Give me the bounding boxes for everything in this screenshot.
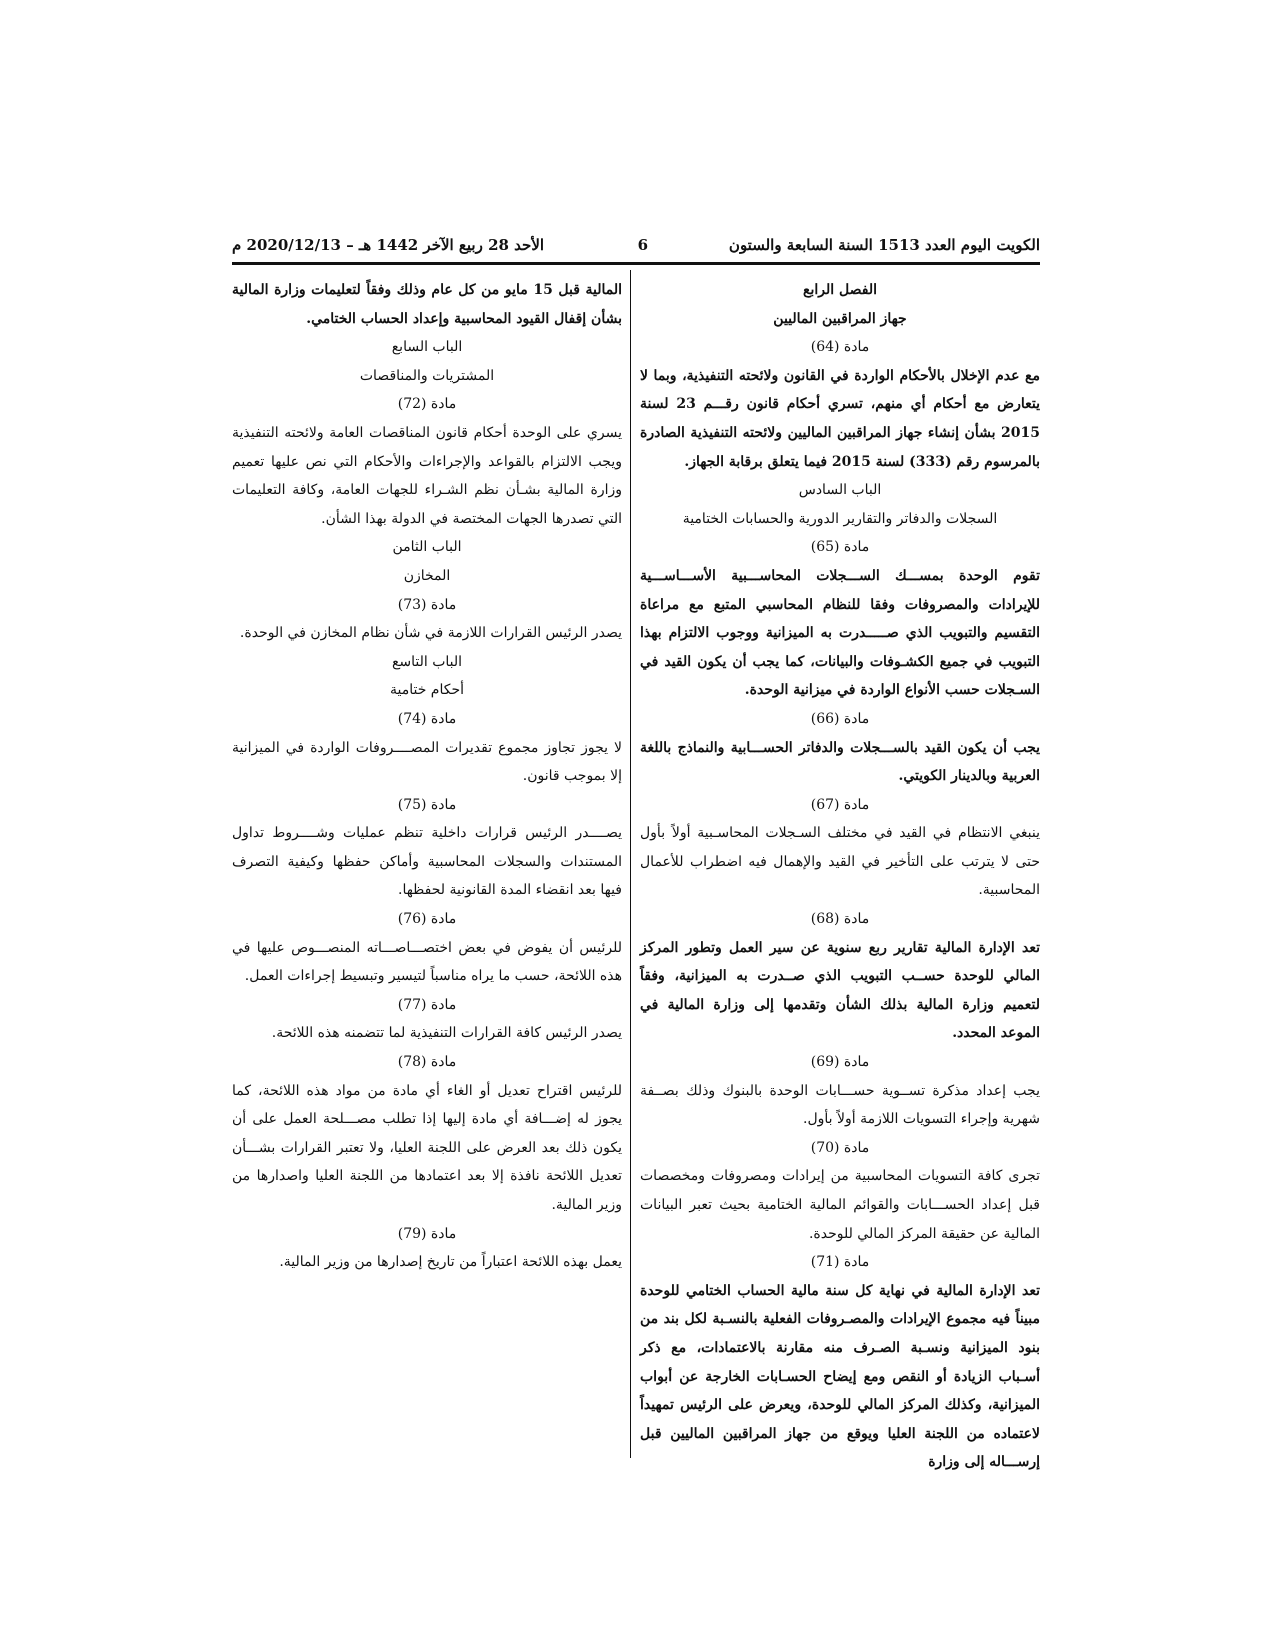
article-heading: مادة (76) [397,911,457,928]
article-heading: مادة (66) [810,710,870,727]
article-text: تعد الإدارة المالية في نهاية كل سنة مالية الحساب الختامي للوحدة مبيناً فيه مجموع الإيرادات والمصـروفات الفعلية بالنسـبة لكل بند من بنود الميزانية ونسـبة الصـرف منه مقارنة بالاعتمادات، مع ذكر أسـباب الزيادة أو النقص ومع إيضاح الحسـابات الخارجة عن أبواب الميزانية، وكذلك المركز المالي للوحدة، ويعرض على الرئيس تمهيداً لاعتماده من اللجنة العليا ويوقع من جهاز المراقبين الماليين قبل إرســـاله إلى وزارة [640,1282,1040,1471]
article-text: تعد الإدارة المالية تقارير ربع سنوية عن سير العمل وتطور المركز المالي للوحدة حســب التبويب الذي صــدرت به الميزانية، وفقاً لتعميم وزارة المالية بذلك الشأن وتقدمها إلى وزارة المالية في الموعد المحدد. [640,939,1040,1042]
column-divider [630,270,631,1458]
left-column [232,276,622,1277]
article-heading: مادة (77) [397,996,457,1013]
header-rule [232,262,1040,265]
article-text: تقوم الوحدة بمســـك الســـجلات المحاســـبية الأســـاســـية للإيرادات والمصروفات وفقا للنظام المحاسبي المتبع مع مراعاة التقسيم والتبويب الذي صـــــدرت به الميزانية ووجوب الالتزام بهذا التبويب في جميع الكشـوفات والبيانات، كما يجب أن يكون القيد في السـجلات حسب الأنواع الواردة في ميزانية الوحدة. [640,567,1040,699]
right-column [640,276,1040,1477]
article-text: لا يجوز تجاوز مجموع تقديرات المصــــروفات الواردة في الميزانية إلا بموجب قانون. [232,739,622,785]
section-title: السجلات والدفاتر والتقارير الدورية والحسابات الختامية [682,510,998,527]
issue-date: الأحد 28 ربيع الآخر 1442 هـ – 2020/12/13 م [232,236,545,254]
section-heading: الباب السادس [798,482,882,499]
article-text: للرئيس اقتراح تعديل أو الغاء أي مادة من مواد هذه اللائحة، كما يجوز له إضـــافة أي مادة إليها إذا تطلب مصـــلحة العمل على أن يكون ذلك بعد العرض على اللجنة العليا، ولا تعتبر القرارات بشـــأن تعديل اللائحة نافذة إلا بعد اعتمادها من اللجنة العليا واصدارها من وزير المالية. [232,1082,622,1213]
article-heading: مادة (64) [810,339,870,356]
section-heading: الباب التاسع [391,653,463,670]
article-text-continued: المالية قبل 15 مايو من كل عام وذلك وفقاً لتعليمات وزارة المالية بشأن إقفال القيود المحاسبية وإعداد الحساب الختامي. [232,282,622,327]
article-text: يصدر الرئيس القرارات اللازمة في شأن نظام المخازن في الوحدة. [239,625,622,642]
section-heading: الباب الثامن [392,539,462,556]
article-heading: مادة (73) [397,596,457,613]
article-text: مع عدم الإخلال بالأحكام الواردة في القانون ولائحته التنفيذية، وبما لا يتعارض مع أحكام أي منهم، تسري أحكام قانون رقـــم 23 لسنة 2015 بشأن إنشاء جهاز المراقبين الماليين ولائحته التنفيذية الصادرة بالمرسوم رقم (333) لسنة 2015 فيما يتعلق برقابة الجهاز. [640,367,1041,470]
article-text: ينبغي الانتظام في القيد في مختلف السـجلات المحاسـبية أولاً بأول حتى لا يترتب على التأخير في القيد والإهمال فيه اضطراب للأعمال المحاسبية. [640,825,1040,899]
section-title: المشتريات والمناقصات [359,367,495,384]
section-title: أحكام ختامية [389,682,465,699]
article-heading: مادة (68) [810,911,870,928]
article-heading: مادة (78) [397,1054,457,1071]
article-text: يجب إعداد مذكرة تســوية حســـابات الوحدة بالبنوك وذلك بصــفة شهرية وإجراء التسويات اللازمة أولاً بأول. [640,1082,1040,1128]
article-heading: مادة (79) [397,1225,457,1242]
article-text: يسري على الوحدة أحكام قانون المناقصات العامة ولائحته التنفيذية ويجب الالتزام بالقواعد والإجراءات والأحكام التي نص عليها تعميم وزارة المالية بشـأن نظم الشـراء للجهات العامة، وكافة التعليمات التي تصدرها الجهات المختصة في الدولة بهذا الشأن. [232,424,622,527]
article-text: يصدر الرئيس كافة القرارات التنفيذية لما تتضمنه هذه اللائحة. [271,1025,622,1042]
section-title: المخازن [403,567,451,584]
article-text: يعمل بهذه اللائحة اعتباراً من تاريخ إصدارها من وزير المالية. [279,1254,622,1271]
gazette-issue-info: الكويت اليوم العدد 1513 السنة السابعة والستون [728,236,1040,254]
article-text: يصــــدر الرئيس قرارات داخلية تنظم عمليات وشــــروط تداول المستندات والسجلات المحاسبية وأماكن حفظها وكيفية التصرف فيها بعد انقضاء المدة القانونية لحفظها. [232,825,623,899]
article-heading: مادة (67) [810,796,870,813]
article-heading: مادة (65) [810,539,870,556]
article-heading: مادة (70) [810,1139,870,1156]
article-text: تجرى كافة التسويات المحاسبية من إيرادات ومصروفات ومخصصات قبل إعداد الحســـابات والقوائم المالية الختامية بحيث تعبر البيانات المالية عن حقيقة المركز المالي للوحدة. [640,1168,1040,1242]
page-number: 6 [637,236,648,254]
article-heading: مادة (74) [397,710,457,727]
chapter-title: جهاز المراقبين الماليين [773,310,907,327]
chapter-heading: الفصل الرابع [803,282,877,298]
article-heading: مادة (75) [397,796,457,813]
article-heading: مادة (71) [810,1254,870,1271]
article-heading: مادة (72) [397,396,457,413]
article-heading: مادة (69) [810,1054,870,1071]
page-header [232,236,1040,260]
section-heading: الباب السابع [391,339,463,356]
article-text: يجب أن يكون القيد بالســـجلات والدفاتر الحســـابية والنماذج باللغة العربية وبالدينار الكويتي. [640,739,1040,785]
article-text: للرئيس أن يفوض في بعض اختصـــاصـــاته المنصـــوص عليها في هذه اللائحة، حسب ما يراه مناسباً لتيسير وتبسيط إجراءات العمل. [232,939,622,985]
